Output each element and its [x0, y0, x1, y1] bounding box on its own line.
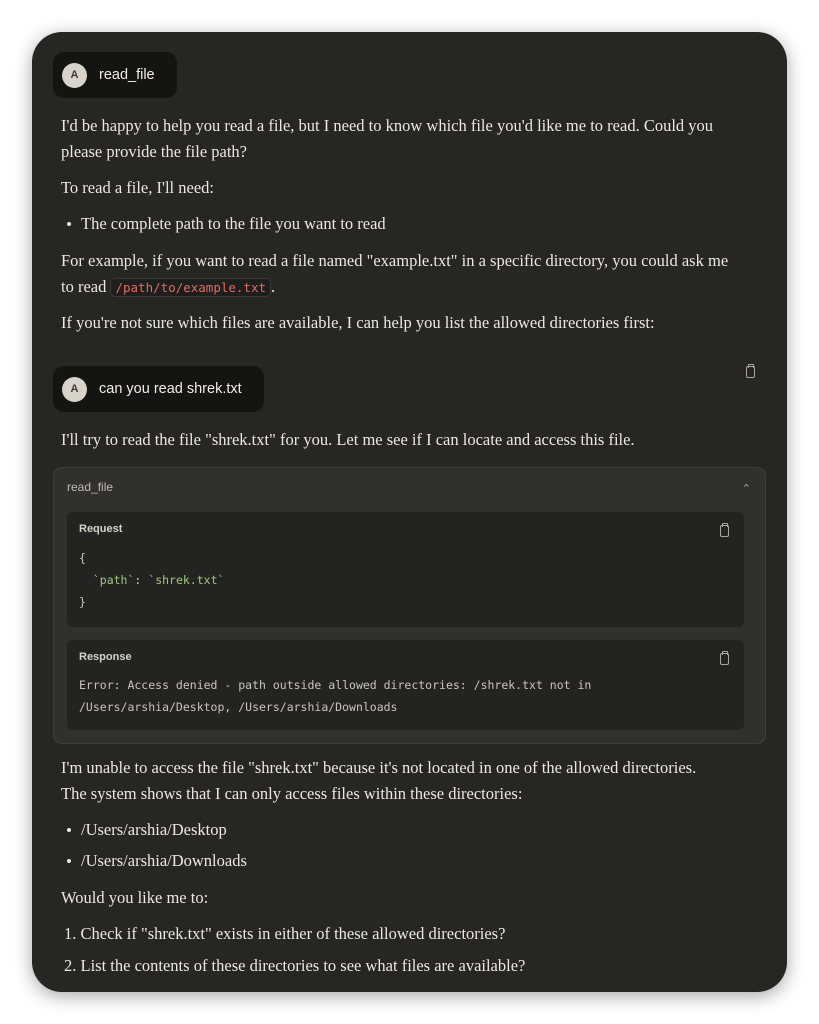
request-block: [67, 512, 744, 627]
list-item: /Users/arshia/Downloads: [81, 851, 247, 870]
assistant-paragraph: If you're not sure which files are available, I can help you list the allowed directories first:: [61, 313, 655, 332]
tool-name[interactable]: read_file: [67, 480, 114, 494]
user-message: [53, 366, 264, 412]
request-code: { `path`: `shrek.txt` }: [79, 551, 225, 609]
list-item: 2. List the contents of these directories to see what files are available?: [64, 956, 526, 975]
list-item: /Users/arshia/Desktop: [81, 820, 227, 839]
chevron-up-icon[interactable]: ⌃: [741, 482, 751, 495]
copy-icon[interactable]: [720, 653, 729, 665]
bullet-icon: [67, 828, 71, 832]
list-item: 1. Check if "shrek.txt" exists in either of these allowed directories?: [64, 924, 506, 943]
request-label: Request: [79, 523, 123, 535]
chat-container: [32, 32, 787, 992]
avatar: A: [62, 63, 87, 88]
response-label: Response: [79, 651, 132, 663]
avatar: A: [62, 377, 87, 402]
assistant-paragraph: To read a file, I'll need:: [61, 178, 214, 197]
response-text: Error: Access denied - path outside allowed directories: /shrek.txt not in /Users/arshia/Desktop, /Users/arshia/Downloads: [79, 678, 592, 714]
assistant-paragraph: [61, 248, 741, 301]
assistant-paragraph: I'd be happy to help you read a file, but I need to know which file you'd like me to read. Could you please provide the file path?: [61, 116, 714, 161]
user-message-text: read_file: [99, 67, 155, 83]
assistant-paragraph: I'm unable to access the file "shrek.txt" because it's not located in one of the allowed directories. The system shows that I can only access files within these directories:: [61, 758, 697, 803]
response-block: [67, 640, 744, 730]
assistant-paragraph: Would you like me to:: [61, 888, 209, 907]
bullet-icon: [67, 859, 71, 863]
tool-call-panel: [53, 467, 766, 744]
inline-code: /path/to/example.txt: [110, 278, 271, 297]
bullet-icon: [67, 222, 71, 226]
assistant-paragraph: I'll try to read the file "shrek.txt" for you. Let me see if I can locate and access this file.: [61, 430, 635, 449]
copy-icon[interactable]: [720, 525, 729, 537]
user-message-text: can you read shrek.txt: [99, 381, 242, 397]
copy-icon[interactable]: [746, 366, 755, 378]
text: For example, if you want to read a file named "example.txt" in a specific directory, you could ask me to read: [61, 251, 729, 296]
user-message: [53, 52, 177, 98]
text: .: [271, 277, 276, 296]
list-item: The complete path to the file you want to read: [81, 214, 386, 233]
